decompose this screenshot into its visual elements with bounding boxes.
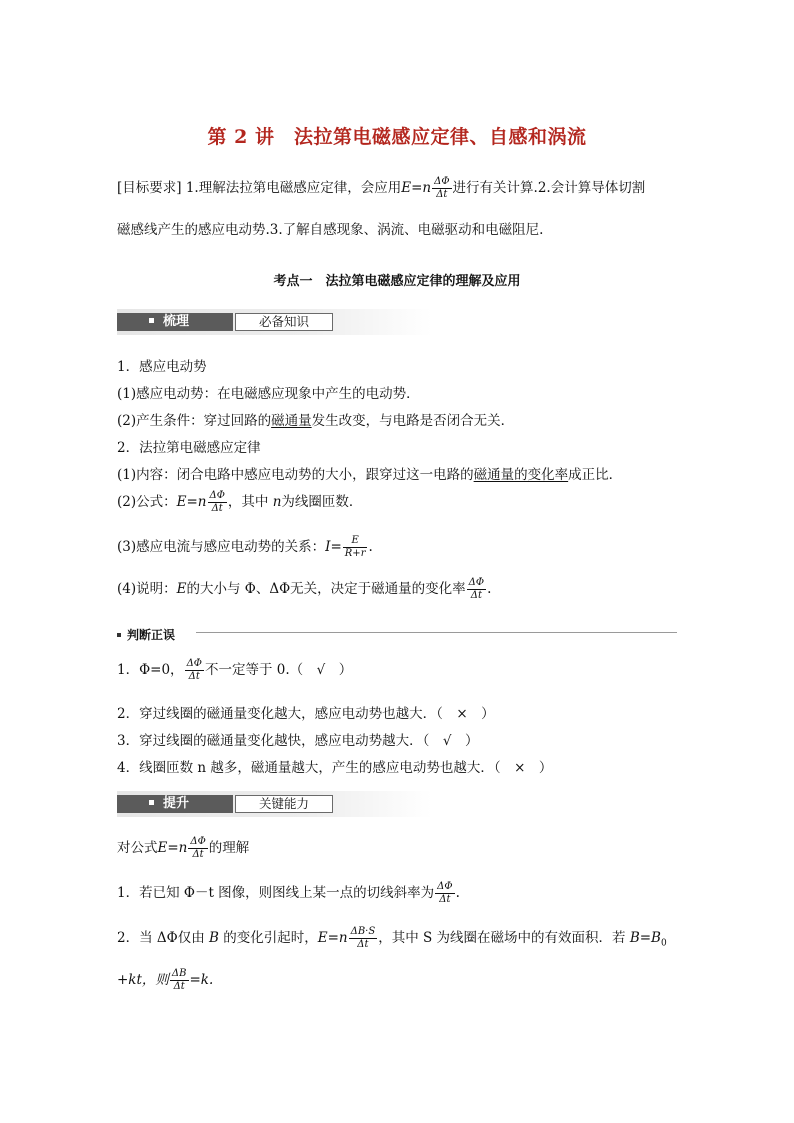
fraction-dphi-dt: $\frac{\Delta\Phi}{\Delta t}$ [190, 836, 206, 860]
improve-item-2: 2．当 ΔΦ仅由 B 的变化引起时，E=n $\frac{\Delta B\cdot S}{\Delta t}$ ，其中 S 为线圈在磁场中的有效面积．若 $B=B_0$ [117, 926, 667, 950]
judge-item-2: 2．穿过线圈的磁通量变化越大，感应电动势也越大．（ × ） [117, 706, 495, 722]
section-title: 考点一 法拉第电磁感应定律的理解及应用 [273, 274, 521, 289]
objectives-line-2: 磁感线产生的感应电动势.3.了解自感现象、涡流、电磁驱动和电磁阻尼. [117, 222, 544, 238]
fraction-dphi-dt: $\frac{\Delta\Phi}{\Delta t}$ [209, 490, 225, 514]
paragraph: (1)内容：闭合电路中感应电动势的大小，跟穿过这一电路的磁通量的变化率成正比． [117, 467, 623, 483]
objectives-label: [目标要求] [117, 180, 182, 196]
improve-item-2-cont: +kt，则 $\frac{\Delta B}{\Delta t}$ =k. [117, 968, 214, 992]
banner-tag: 提升 [117, 795, 233, 813]
objectives-line-1: [目标要求] 1.理解法拉第电磁感应定律，会应用E=n $\frac{\Delta\Phi}{\Delta t}$ 进行有关计算.2.会计算导体切割 [117, 176, 646, 200]
fraction-dphi-dt: $\frac{\Delta\Phi}{\Delta t}$ [468, 577, 485, 601]
judge-item-1: 1．Φ=0， $\frac{\Delta\Phi}{\Delta t}$ 不一定等于 0.（ √ ） [117, 658, 353, 682]
banner-review [117, 309, 432, 335]
square-icon [117, 633, 121, 637]
square-icon [149, 318, 154, 323]
fraction-dphi-dt: $\frac{\Delta\Phi}{\Delta t}$ [434, 176, 450, 200]
heading-emf: 1．感应电动势 [117, 359, 207, 375]
improve-intro: 对公式E=n $\frac{\Delta\Phi}{\Delta t}$ 的理解 [117, 836, 250, 860]
fraction-dphi-dt: $\frac{\Delta\Phi}{\Delta t}$ [437, 881, 453, 905]
paragraph-current: (3)感应电流与感应电动势的关系：I= $\frac{E}{R+r}$ . [117, 535, 373, 559]
paragraph-formula: (2)公式：E=n $\frac{\Delta\Phi}{\Delta t}$ ，其中 n为线圈匝数． [117, 490, 363, 514]
heading-faraday: 2．法拉第电磁感应定律 [117, 440, 261, 456]
paragraph: (2)产生条件：穿过回路的磁通量发生改变，与电路是否闭合无关． [117, 413, 515, 429]
judge-item-3: 3．穿过线圈的磁通量变化越快，感应电动势越大．（ √ ） [117, 733, 479, 749]
divider [196, 632, 677, 633]
page-title: 第 2 讲 法拉第电磁感应定律、自感和涡流 [207, 126, 587, 148]
judge-heading: 判断正误 [117, 626, 175, 643]
paragraph: (1)感应电动势：在电磁感应现象中产生的电动势． [117, 386, 420, 402]
banner-box: 必备知识 [235, 313, 333, 331]
fraction-dphi-dt: $\frac{\Delta\Phi}{\Delta t}$ [186, 658, 202, 682]
fraction-dbs-dt: $\frac{\Delta B\cdot S}{\Delta t}$ [350, 926, 376, 950]
square-icon [149, 800, 154, 805]
banner-tag: 梳理 [117, 313, 233, 331]
banner-improve [117, 791, 432, 817]
improve-item-1: 1．若已知 Φ－t 图像，则图线上某一点的切线斜率为 $\frac{\Delta\Phi}{\Delta t}$ . [117, 881, 460, 905]
fraction-e-r: $\frac{E}{R+r}$ [344, 535, 366, 559]
paragraph-note: (4)说明：E的大小与 Φ、ΔΦ无关，决定于磁通量的变化率 $\frac{\Delta\Phi}{\Delta t}$ . [117, 577, 492, 601]
banner-box: 关键能力 [235, 795, 333, 813]
fraction-db-dt: $\frac{\Delta B}{\Delta t}$ [171, 968, 187, 992]
judge-item-4: 4．线圈匝数 n 越多，磁通量越大，产生的感应电动势也越大．（ × ） [117, 760, 553, 776]
